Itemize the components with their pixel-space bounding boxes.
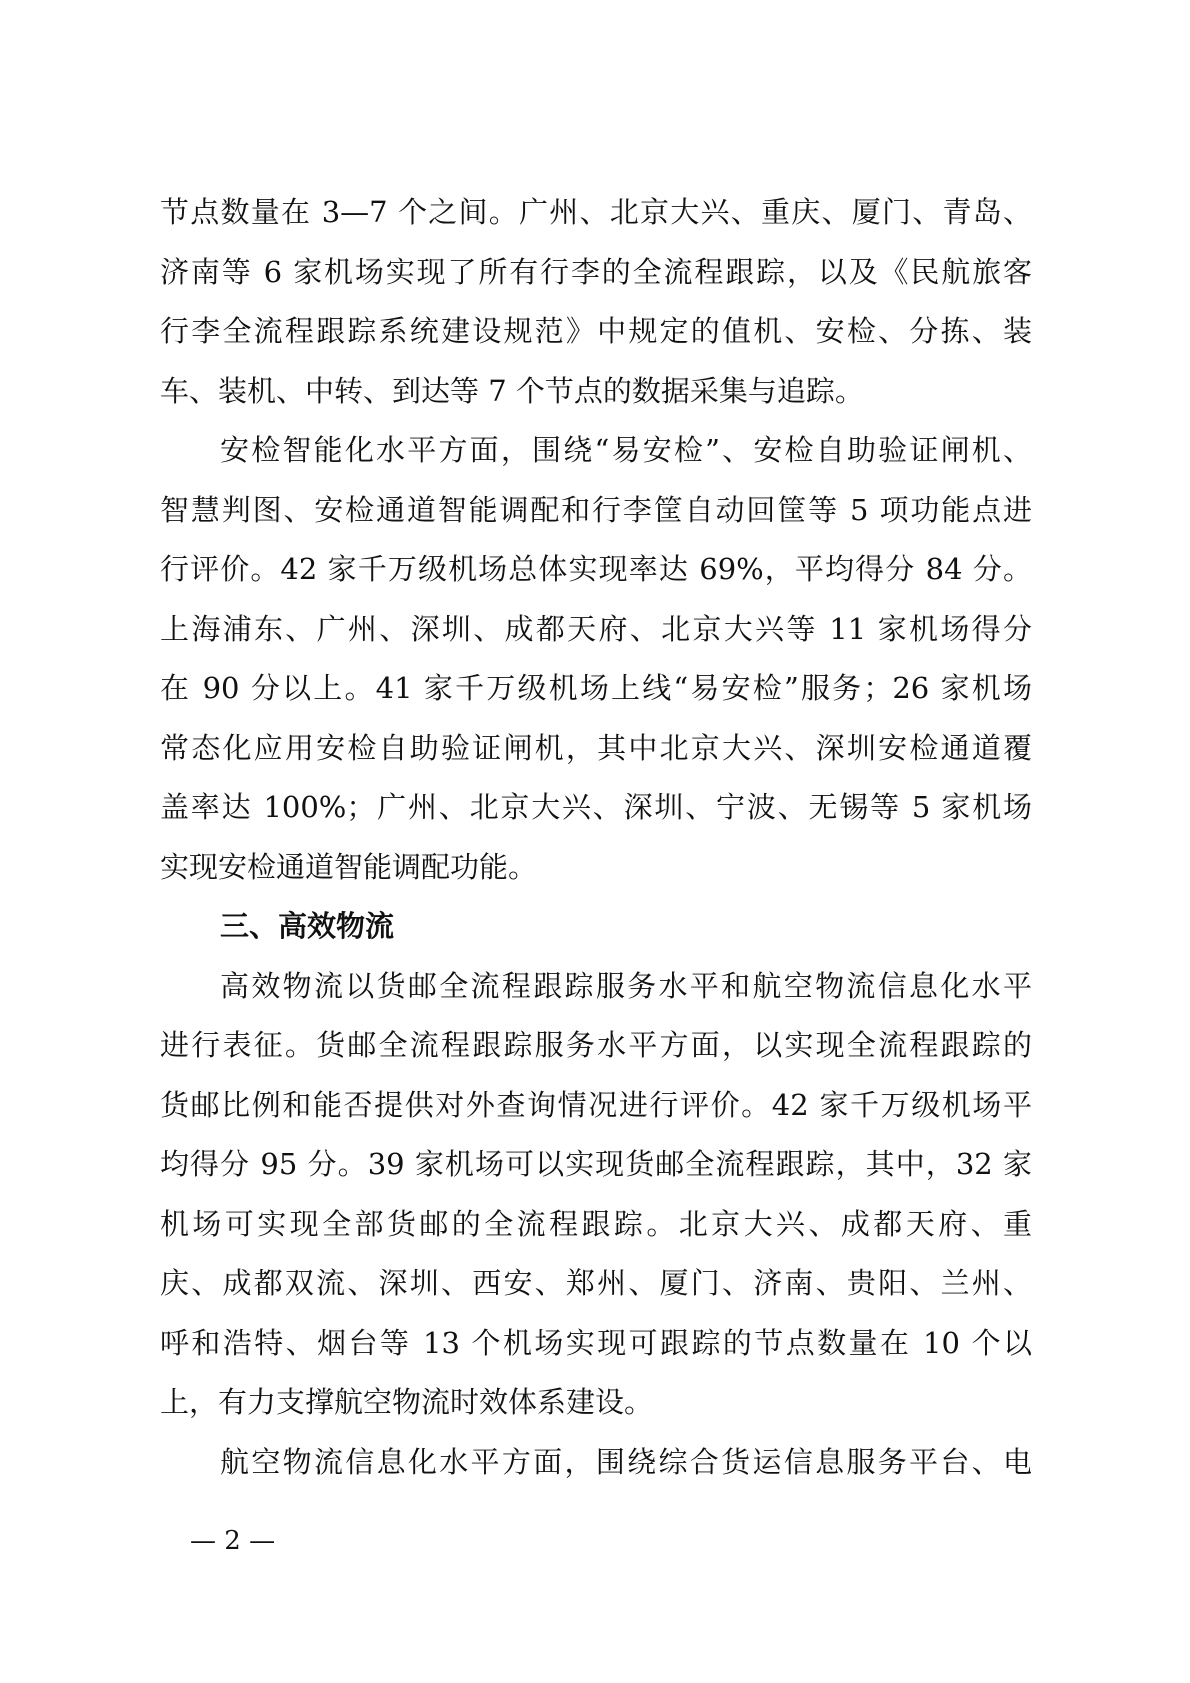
- text-line: 行李全流程跟踪系统建设规范》中规定的值机、安检、分拣、装: [160, 314, 1032, 348]
- paragraph-security-check: [160, 421, 1032, 897]
- text-line: 呼和浩特、烟台等 13 个机场实现可跟踪的节点数量在 10 个以: [160, 1325, 1032, 1360]
- section-heading-text: 三、高效物流: [220, 909, 395, 943]
- text-line: 货邮比例和能否提供对外查询情况进行评价。42 家千万级机场平: [160, 1087, 1032, 1122]
- paragraph-efficient-logistics: [160, 957, 1032, 1433]
- document-body: [160, 183, 1032, 1492]
- text-line: 均得分 95 分。39 家机场可以实现货邮全流程跟踪，其中，32 家: [160, 1147, 1032, 1181]
- page-number: — 2 —: [190, 1526, 276, 1556]
- text-line: 高效物流以货邮全流程跟踪服务水平和航空物流信息化水平: [220, 968, 1032, 1003]
- paragraph-baggage-tracking: [160, 183, 1032, 421]
- text-line: 济南等 6 家机场实现了所有行李的全流程跟踪，以及《民航旅客: [160, 254, 1032, 289]
- text-line: 上，有力支撑航空物流时效体系建设。: [160, 1385, 654, 1419]
- text-line: 节点数量在 3—7 个之间。广州、北京大兴、重庆、厦门、青岛、: [160, 195, 1032, 229]
- text-line: 行评价。42 家千万级机场总体实现率达 69%，平均得分 84 分。: [160, 552, 1032, 586]
- text-line: 航空物流信息化水平方面，围绕综合货运信息服务平台、电: [220, 1444, 1032, 1479]
- text-line: 进行表征。货邮全流程跟踪服务水平方面，以实现全流程跟踪的: [160, 1028, 1032, 1062]
- text-line: 上海浦东、广州、深圳、成都天府、北京大兴等 11 家机场得分: [160, 611, 1032, 646]
- text-line: 在 90 分以上。41 家千万级机场上线“易安检”服务；26 家机场: [160, 671, 1032, 705]
- text-line: 盖率达 100%；广州、北京大兴、深圳、宁波、无锡等 5 家机场: [160, 790, 1032, 824]
- text-line: 庆、成都双流、深圳、西安、郑州、厦门、济南、贵阳、兰州、: [160, 1266, 1032, 1300]
- text-line: 安检智能化水平方面，围绕“易安检”、安检自助验证闸机、: [220, 433, 1032, 467]
- text-line: 机场可实现全部货邮的全流程跟踪。北京大兴、成都天府、重: [160, 1206, 1032, 1241]
- paragraph-logistics-informatization: [160, 1433, 1032, 1493]
- text-line: 车、装机、中转、到达等 7 个节点的数据采集与追踪。: [160, 373, 864, 408]
- text-line: 常态化应用安检自助验证闸机，其中北京大兴、深圳安检通道覆: [160, 730, 1032, 765]
- text-line: 实现安检通道智能调配功能。: [160, 849, 538, 884]
- text-line: 智慧判图、安检通道智能调配和行李筐自动回筐等 5 项功能点进: [160, 492, 1032, 527]
- section-heading: [160, 897, 1032, 957]
